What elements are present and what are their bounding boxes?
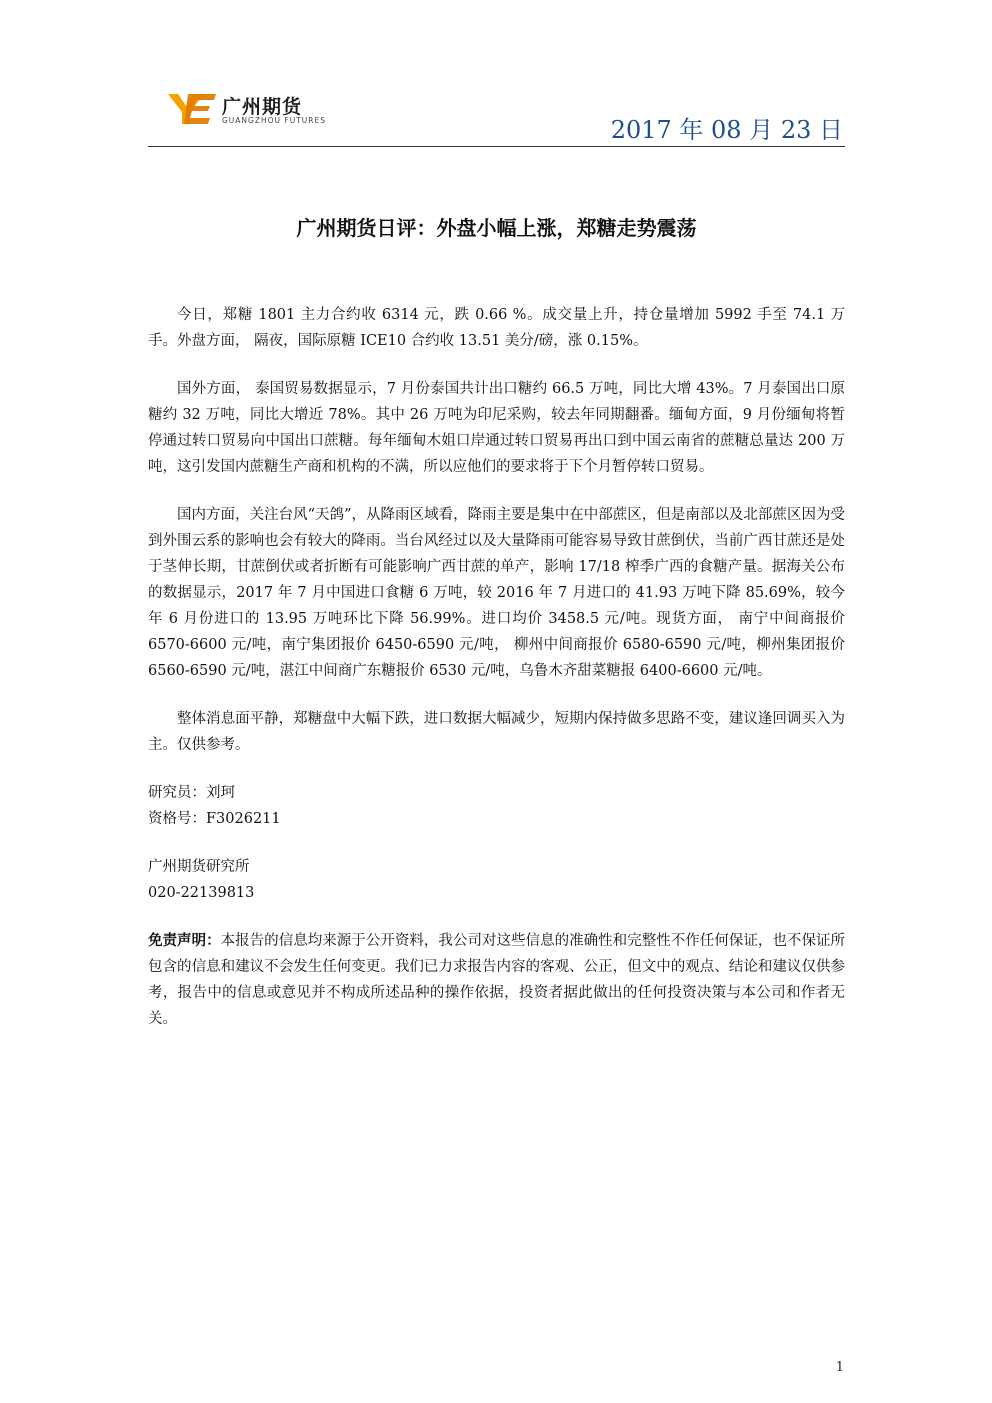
header-divider xyxy=(148,146,845,147)
logo-chinese-name: 广州期货 xyxy=(222,96,303,118)
disclaimer-label: 免责声明： xyxy=(148,933,221,949)
report-title: 广州期货日评：外盘小幅上涨，郑糖走势震荡 xyxy=(296,216,697,240)
researcher-name: 研究员：刘珂 xyxy=(148,785,235,801)
ye-logo-icon xyxy=(166,90,218,126)
institute-info xyxy=(148,854,845,906)
institute-phone: 020-22139813 xyxy=(148,885,255,901)
report-date: 2017 年 08 月 23 日 xyxy=(610,116,843,144)
logo-english-name: GUANGZHOU FUTURES xyxy=(222,116,326,125)
paragraph-conclusion: 整体消息面平静，郑糖盘中大幅下跌，进口数据大幅减少，短期内保持做多思路不变，建议逢回调买入为主。仅供参考。 xyxy=(148,711,845,753)
researcher-cert: 资格号：F3026211 xyxy=(148,811,281,827)
page-header xyxy=(148,84,845,146)
page-number: 1 xyxy=(835,1360,844,1375)
paragraph-market-summary: 今日，郑糖 1801 主力合约收 6314 元，跌 0.66 %。成交量上升，持仓量增加 5992 手至 74.1 万手。外盘方面， 隔夜，国际原糖 ICE10 合约收 13.51 美分/磅，涨 0.15%。 xyxy=(148,307,845,349)
researcher-info xyxy=(148,780,845,832)
paragraph-domestic: 国内方面，关注台风“天鸽”，从降雨区域看，降雨主要是集中在中部蔗区，但是南部以及北部蔗区因为受到外围云系的影响也会有较大的降雨。当台风经过以及大量降雨可能容易导致甘蔗倒伏，当前广西甘蔗还是处于茎伸长期，甘蔗倒伏或者折断有可能影响广西甘蔗的单产，影响 17/18 榨季广西的食糖产量。据海关公布的数据显示，2017 年 7 月中国进口食糖 6 万吨，较 2016 年 7 月进口的 41.93 万吨下降 85.69%，较今年 6 月份进口的 13.95 万吨环比下降 56.99%。进口均价 3458.5 元/吨。现货方面， 南宁中间商报价 6570-6600 元/吨，南宁集团报价 6450-6590 元/吨， 柳州中间商报价 6580-6590 元/吨，柳州集团报价 6560-6590 元/吨，湛江中间商广东糖报价 6530 元/吨，乌鲁木齐甜菜糖报 6400-6600 元/吨。 xyxy=(148,507,845,679)
disclaimer xyxy=(148,928,845,1032)
disclaimer-text: 本报告的信息均来源于公开资料，我公司对这些信息的准确性和完整性不作任何保证，也不保证所包含的信息和建议不会发生任何变更。我们已力求报告内容的客观、公正，但文中的观点、结论和建议仅供参考，报告中的信息或意见并不构成所述品种的操作依据，投资者据此做出的任何投资决策与本公司和作者无关。 xyxy=(148,933,845,1027)
institute-name: 广州期货研究所 xyxy=(148,859,250,875)
report-body xyxy=(148,302,845,1032)
paragraph-international: 国外方面， 泰国贸易数据显示，7 月份泰国共计出口糖约 66.5 万吨，同比大增 43%。7 月泰国出口原糖约 32 万吨，同比大增近 78%。其中 26 万吨为印尼采购，较去年同期翻番。缅甸方面，9 月份缅甸将暂停通过转口贸易向中国出口蔗糖。每年缅甸木姐口岸通过转口贸易再出口到中国云南省的蔗糖总量达 200 万吨，这引发国内蔗糖生产商和机构的不满，所以应他们的要求将于下个月暂停转口贸易。 xyxy=(148,381,845,475)
company-logo xyxy=(166,90,336,132)
